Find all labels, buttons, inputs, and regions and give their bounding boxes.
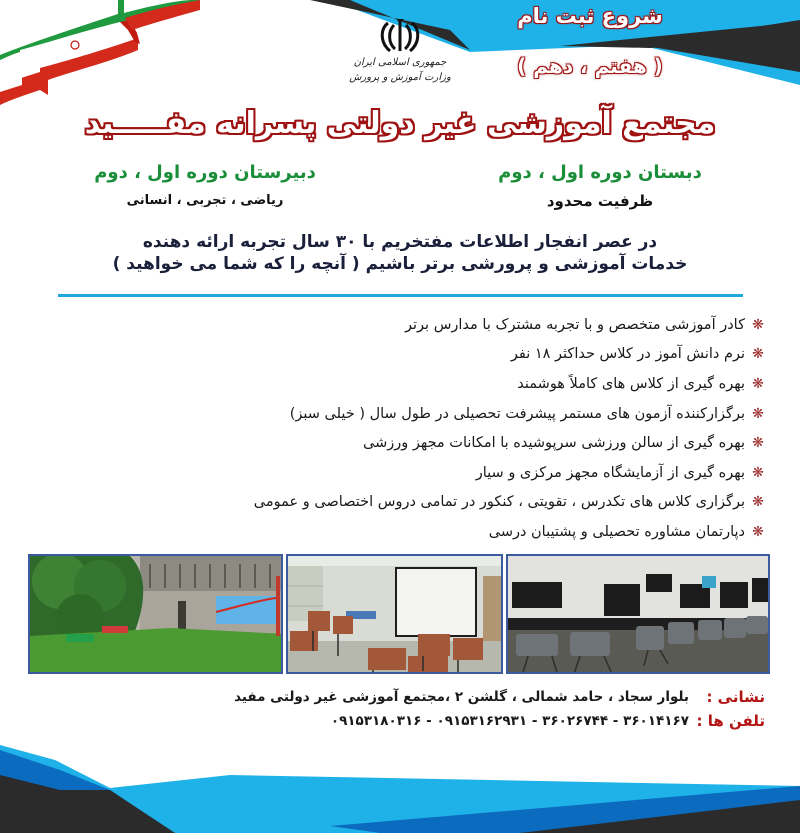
limited-capacity-text: ظرفیت محدود bbox=[546, 192, 654, 210]
iran-emblem-icon bbox=[378, 15, 422, 55]
feature-text: بهره گیری از کلاس های کاملاً هوشمند bbox=[517, 375, 745, 392]
feature-text: دپارتمان مشاوره تحصیلی و پشتیبان درسی bbox=[488, 523, 745, 540]
asterisk-bullet-icon: ❋ bbox=[752, 405, 764, 422]
contact-info bbox=[25, 685, 765, 733]
asterisk-bullet-icon: ❋ bbox=[752, 346, 764, 363]
address-row bbox=[25, 685, 765, 709]
feature-text: بهره گیری از سالن ورزشی سرپوشیده با امکانات مجهز ورزشی bbox=[363, 435, 745, 452]
address-value: بلوار سجاد ، حامد شمالی ، گلشن ۲ ،مجتمع آموزشی غیر دولتی مفید bbox=[234, 689, 689, 705]
slogan-line-2: خدمات آموزشی و پرورشی برتر باشیم ( آنچه را که شما می خواهید ) bbox=[112, 254, 688, 274]
primary-school-block bbox=[460, 160, 740, 216]
feature-text: برگزاری کلاس های تکدرس ، تقویتی ، کنکور در تمامی دروس اختصاصی و عمومی bbox=[253, 494, 745, 511]
high-school-majors: ریاضی ، تجربی ، انسانی bbox=[126, 193, 284, 208]
feature-item bbox=[5, 310, 765, 340]
asterisk-bullet-icon: ❋ bbox=[752, 523, 764, 540]
phones-row bbox=[25, 709, 765, 733]
feature-text: بهره گیری از آزمایشگاه مجهز مرکزی و سیار bbox=[475, 464, 745, 481]
emblem-ministry-text: وزارت آموزش و پرورش bbox=[349, 72, 451, 83]
feature-text: نرم دانش آموز در کلاس حداکثر ۱۸ نفر bbox=[510, 346, 745, 363]
asterisk-bullet-icon: ❋ bbox=[752, 316, 764, 333]
school-yard-photo bbox=[28, 554, 283, 674]
classroom-projector-photo bbox=[286, 554, 503, 674]
feature-item bbox=[5, 458, 765, 488]
registration-grades: ( هفتم ، دهم ) bbox=[517, 54, 663, 78]
features-list bbox=[5, 310, 765, 547]
feature-item bbox=[5, 428, 765, 458]
phones-label: تلفن ها : bbox=[696, 712, 765, 730]
high-school-heading: دبیرستان دوره اول ، دوم bbox=[94, 162, 316, 183]
feature-item bbox=[5, 488, 765, 518]
primary-school-heading: دبستان دوره اول ، دوم bbox=[498, 162, 702, 183]
emblem-country-text: جمهوری اسلامی ایران bbox=[353, 57, 447, 68]
feature-item bbox=[5, 340, 765, 370]
address-label: نشانی : bbox=[706, 688, 765, 706]
divider bbox=[58, 294, 743, 297]
computer-lab-photo bbox=[506, 554, 770, 674]
feature-item bbox=[5, 517, 765, 547]
feature-text: برگزارکننده آزمون های مستمر پیشرفت تحصیلی در طول سال ( خیلی سبز) bbox=[289, 405, 745, 422]
feature-text: کادر آموزشی متخصص و با تجربه مشترک با مدارس برتر bbox=[405, 316, 745, 333]
slogan-line-1: در عصر انفجار اطلاعات مفتخریم با ۳۰ سال تجربه ارائه دهنده bbox=[142, 232, 658, 252]
asterisk-bullet-icon: ❋ bbox=[752, 464, 764, 481]
ministry-emblem bbox=[345, 15, 455, 85]
feature-item bbox=[5, 399, 765, 429]
asterisk-bullet-icon: ❋ bbox=[752, 375, 764, 392]
feature-item bbox=[5, 369, 765, 399]
registration-title bbox=[490, 4, 690, 28]
high-school-block bbox=[55, 160, 355, 216]
slogan bbox=[20, 231, 780, 275]
school-title: مجتمع آموزشی غیر دولتی پسرانه مفـــــید bbox=[84, 106, 716, 141]
asterisk-bullet-icon: ❋ bbox=[752, 435, 764, 452]
photo-strip bbox=[28, 554, 772, 674]
registration-title-text: شروع ثبت نام bbox=[517, 4, 663, 28]
asterisk-bullet-icon: ❋ bbox=[752, 494, 764, 511]
phones-value: ۳۶۰۱۴۱۶۷ - ۳۶۰۲۶۷۴۴ - ۰۹۱۵۳۱۶۲۹۳۱ - ۰۹۱۵۳۱۸۰۳۱۶ bbox=[330, 713, 689, 729]
